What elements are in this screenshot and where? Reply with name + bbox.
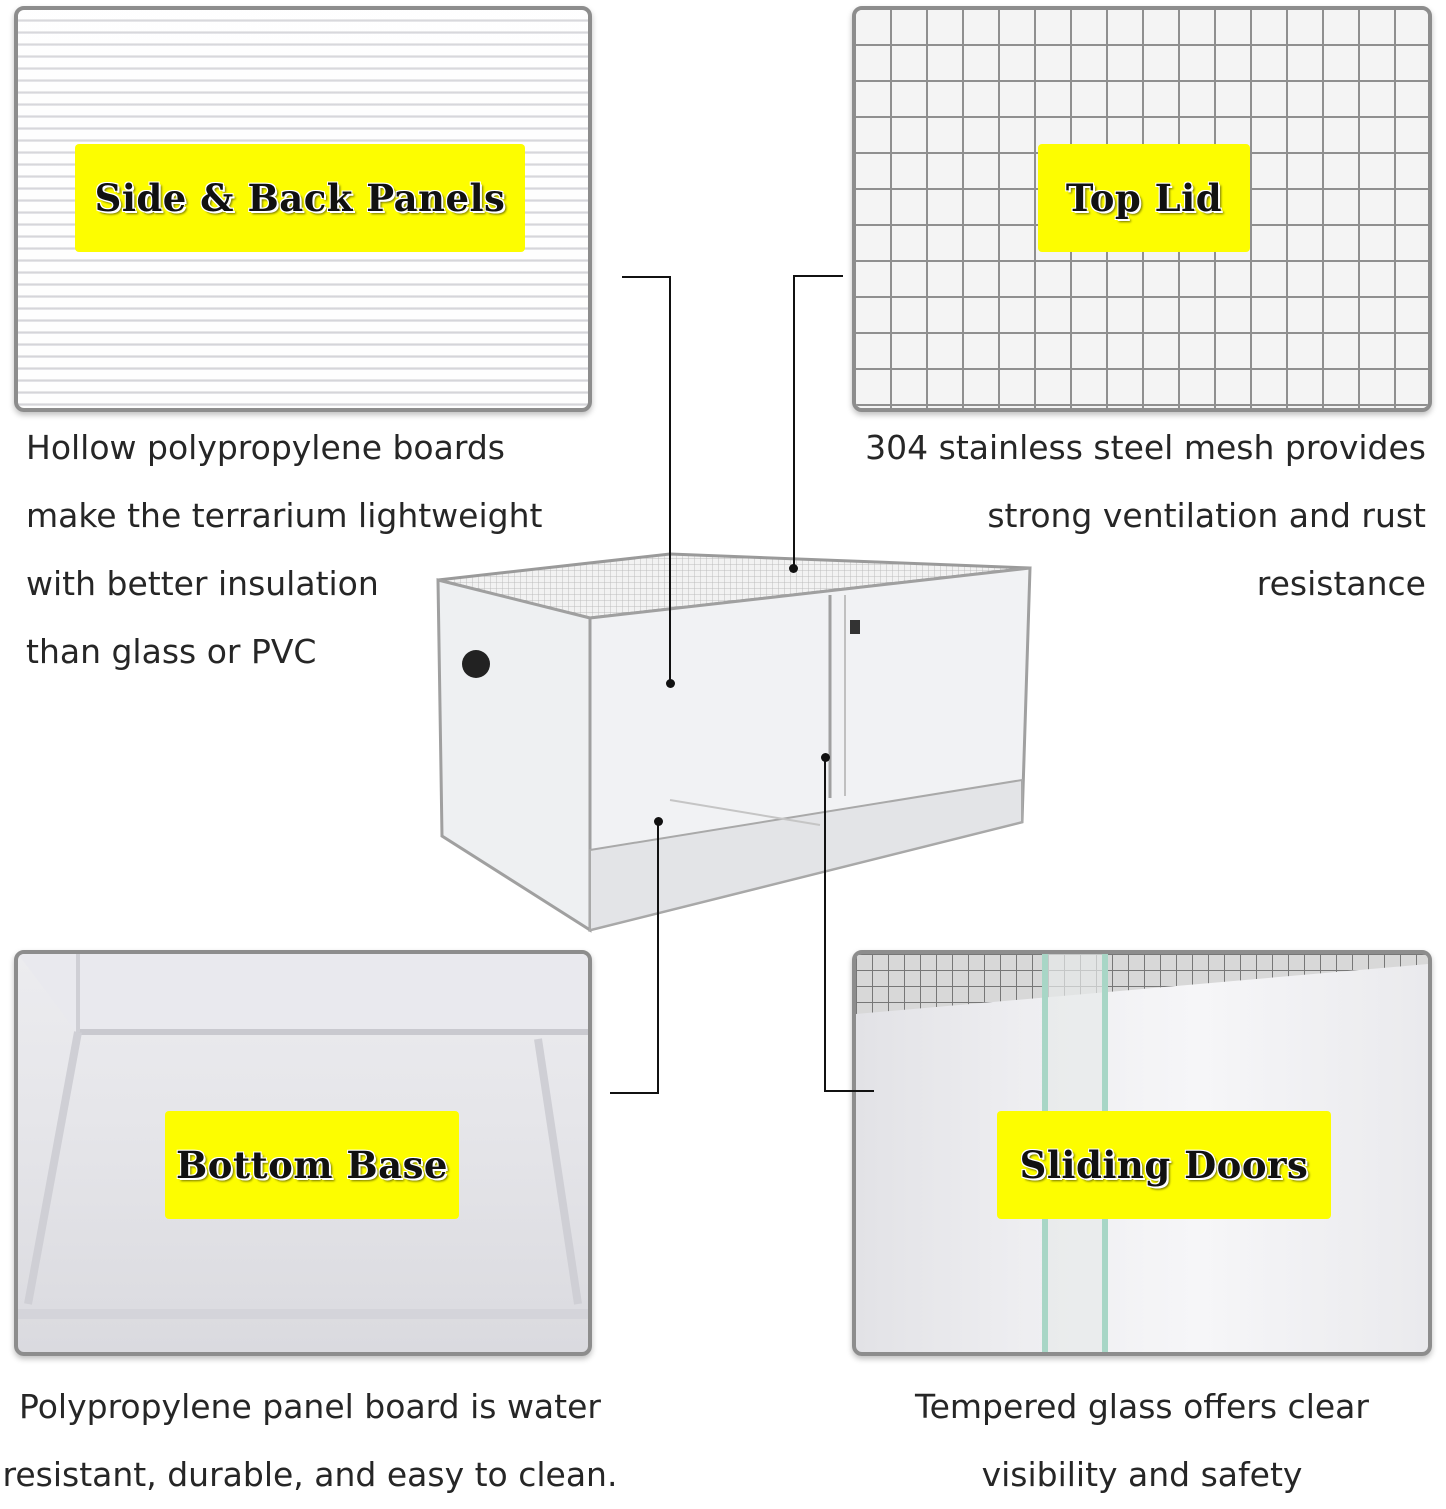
description-line: Hollow polypropylene boards xyxy=(26,428,505,467)
callout-line xyxy=(622,276,670,278)
sliding-doors-description xyxy=(852,1373,1432,1509)
description-line: strong ventilation and rust xyxy=(987,496,1426,535)
callout-line xyxy=(793,275,795,568)
callout-dot xyxy=(666,679,675,688)
description-line: resistance xyxy=(1256,564,1426,603)
callout-dot xyxy=(789,564,798,573)
sliding-doors-image xyxy=(852,950,1432,1356)
description-line: make the terrarium lightweight xyxy=(26,496,543,535)
description-line: Tempered glass offers clear xyxy=(915,1387,1369,1426)
bottom-base-image xyxy=(14,950,592,1356)
top-lid-image xyxy=(852,6,1432,412)
callout-line xyxy=(657,822,659,1094)
side-back-panels-image xyxy=(14,6,592,412)
callout-line xyxy=(610,1092,659,1094)
lock-icon xyxy=(850,620,860,634)
description-line: resistant, durable, and easy to clean. xyxy=(2,1455,618,1494)
top-lid-label: Top Lid xyxy=(1038,144,1250,252)
callout-line xyxy=(793,275,843,277)
callout-line xyxy=(824,1090,874,1092)
side-back-panels-label: Side & Back Panels xyxy=(75,144,525,252)
terrarium-product-image xyxy=(430,540,1040,940)
vent-hole-icon xyxy=(462,650,490,678)
callout-line xyxy=(824,758,826,1092)
bottom-base-description xyxy=(0,1373,620,1509)
sliding-doors-label: Sliding Doors xyxy=(997,1111,1331,1219)
description-line: 304 stainless steel mesh provides xyxy=(865,428,1426,467)
description-line: with better insulation xyxy=(26,564,379,603)
bottom-base-label: Bottom Base xyxy=(165,1111,459,1219)
description-line: Polypropylene panel board is water xyxy=(19,1387,601,1426)
description-line: than glass or PVC xyxy=(26,632,317,671)
description-line: visibility and safety xyxy=(981,1455,1303,1494)
callout-line xyxy=(669,276,671,684)
